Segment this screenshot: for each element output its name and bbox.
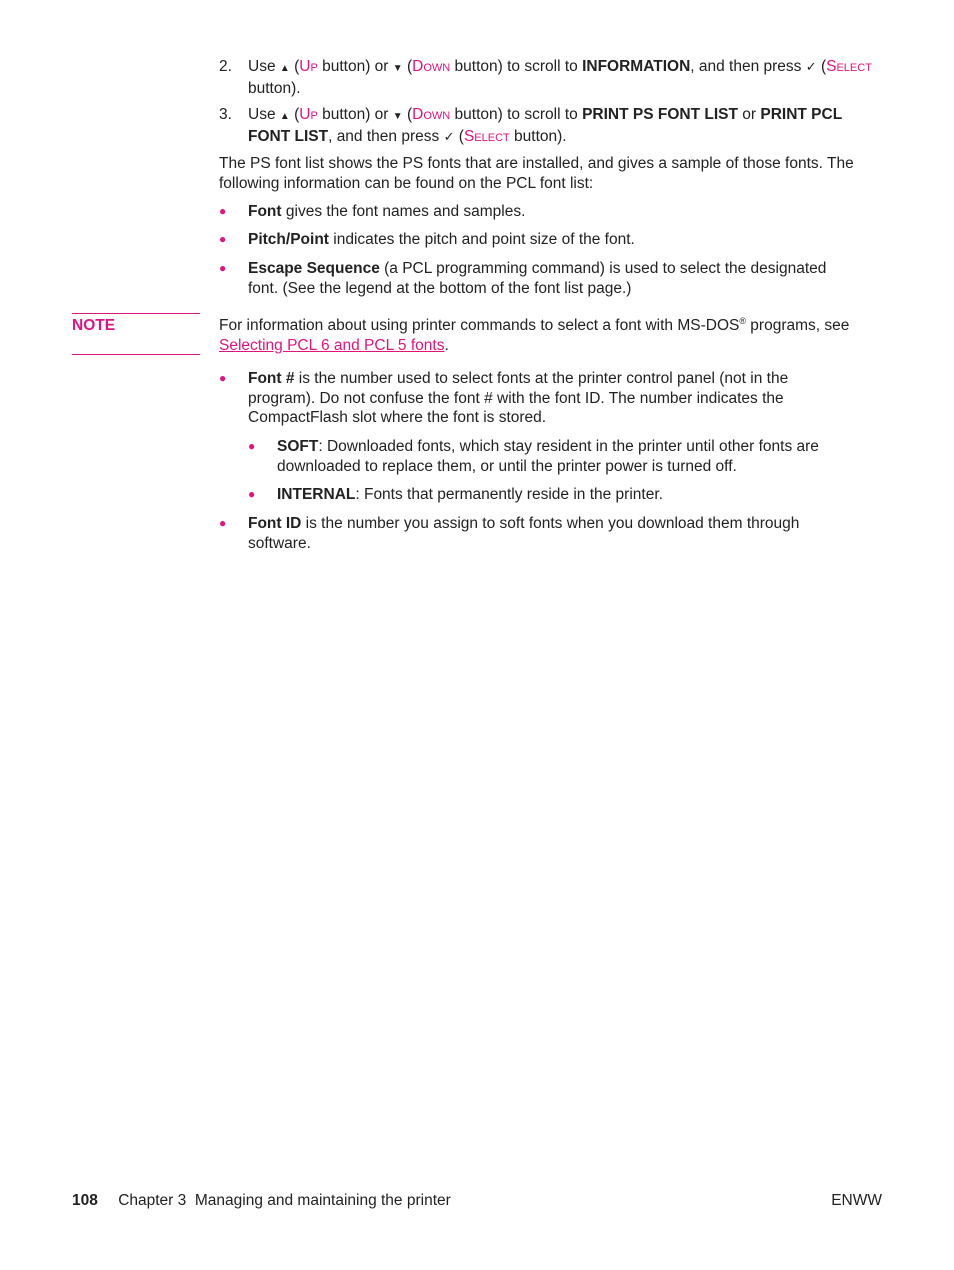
list-item bbox=[219, 369, 819, 428]
bullet-icon: ● bbox=[219, 232, 227, 246]
menu-target: INFORMATION bbox=[582, 58, 691, 75]
bullet-icon: ● bbox=[219, 516, 227, 530]
note-text-part: For information about using printer commands to select a font with MS-DOS bbox=[219, 317, 740, 334]
note-text bbox=[219, 316, 884, 355]
bullet-icon: ● bbox=[219, 261, 227, 275]
note-label: NOTE bbox=[72, 317, 116, 334]
step-3 bbox=[219, 105, 884, 146]
term: Font # bbox=[248, 370, 295, 387]
step-number: 3. bbox=[219, 106, 232, 123]
step-text-scroll: button) to scroll to bbox=[454, 58, 578, 75]
description: : Downloaded fonts, which stay resident in the printer until other fonts are downloaded to replace them, or until the printer power is turned off. bbox=[277, 438, 819, 475]
checkmark-icon: ✓ bbox=[443, 128, 455, 144]
term: INTERNAL bbox=[277, 486, 356, 503]
page-number: 108 bbox=[72, 1192, 98, 1209]
step-2 bbox=[219, 57, 884, 98]
down-button-label: Down bbox=[412, 58, 451, 75]
description: gives the font names and samples. bbox=[281, 203, 526, 220]
selecting-pcl-fonts-link[interactable]: Selecting PCL 6 and PCL 5 fonts bbox=[219, 336, 445, 354]
step-text-end: button). bbox=[514, 127, 567, 145]
step-text-or-word: or bbox=[742, 106, 757, 123]
step-text: Use ▲ (Up button) or ▼ (Down button) to scroll to INFORMATION, and then press ✓ (Select button). bbox=[248, 58, 872, 97]
select-button-label: Select bbox=[826, 58, 872, 75]
description: indicates the pitch and point size of the font. bbox=[328, 231, 635, 248]
list-item bbox=[219, 202, 884, 222]
term: Font ID bbox=[248, 515, 302, 532]
description: is the number you assign to soft fonts when you download them through software. bbox=[248, 515, 800, 552]
note-text-part: programs, see bbox=[745, 317, 850, 334]
bullet-icon: ● bbox=[248, 439, 256, 453]
footer bbox=[72, 1191, 451, 1211]
step-number: 2. bbox=[219, 58, 232, 75]
term: Pitch/Point bbox=[248, 231, 329, 248]
up-button-label: Up bbox=[299, 58, 318, 75]
step-text-scroll: button) to scroll to bbox=[454, 106, 578, 123]
note-text-part: . bbox=[444, 336, 449, 354]
step-text-press: , and then press bbox=[328, 127, 440, 145]
list-item bbox=[219, 230, 884, 250]
step-text-or: button) or bbox=[322, 58, 389, 75]
step-text: Use ▲ (Up button) or ▼ (Down button) to scroll to PRINT PS FONT LIST or PRINT PCL FONT LIST, and then press ✓ (Select button). bbox=[248, 106, 842, 145]
sub-list-item bbox=[248, 437, 848, 476]
bullet-icon: ● bbox=[219, 204, 227, 218]
step-text-end: button). bbox=[248, 79, 301, 97]
intro-paragraph: The PS font list shows the PS fonts that are installed, and gives a sample of those fonts. The following information can be found on the PCL font list: bbox=[219, 155, 854, 192]
list-item bbox=[219, 259, 859, 298]
note-bottom-rule bbox=[72, 354, 200, 355]
sub-list-item bbox=[248, 485, 848, 505]
down-arrow-icon: ▼ bbox=[392, 63, 403, 74]
registered-mark: ® bbox=[739, 315, 746, 326]
step-text-press: , and then press bbox=[690, 58, 802, 75]
down-button-label: Down bbox=[412, 106, 451, 123]
down-arrow-icon: ▼ bbox=[392, 111, 403, 122]
bullet-icon: ● bbox=[219, 371, 227, 385]
footer-right: ENWW bbox=[831, 1192, 882, 1209]
term: Escape Sequence bbox=[248, 260, 380, 277]
step-text-use: Use bbox=[248, 58, 276, 75]
up-button-label: Up bbox=[299, 106, 318, 123]
term: SOFT bbox=[277, 438, 319, 455]
description: : Fonts that permanently reside in the printer. bbox=[355, 486, 663, 503]
select-button-label: Select bbox=[463, 127, 510, 145]
note-top-rule bbox=[72, 313, 200, 314]
description: (a PCL programming command) is used to select the designated font. (See the legend at the bottom of the font list page.) bbox=[248, 260, 827, 297]
up-arrow-icon: ▲ bbox=[279, 111, 290, 122]
menu-target: PRINT PS FONT LIST bbox=[582, 106, 738, 123]
chapter-title: Chapter 3 Managing and maintaining the printer bbox=[118, 1192, 451, 1209]
step-text-use: Use bbox=[248, 106, 276, 123]
list-item bbox=[219, 514, 839, 553]
menu-target: PRINT PCL FONT LIST bbox=[248, 106, 842, 145]
checkmark-icon: ✓ bbox=[805, 59, 817, 74]
description: is the number used to select fonts at the printer control panel (not in the program). Do not confuse the font # with the font ID. The number indicates the CompactFlash slot where the font is stored. bbox=[248, 370, 789, 426]
up-arrow-icon: ▲ bbox=[279, 63, 290, 74]
term: Font bbox=[248, 203, 282, 220]
bullet-icon: ● bbox=[248, 487, 256, 501]
step-text-or: button) or bbox=[322, 106, 389, 123]
